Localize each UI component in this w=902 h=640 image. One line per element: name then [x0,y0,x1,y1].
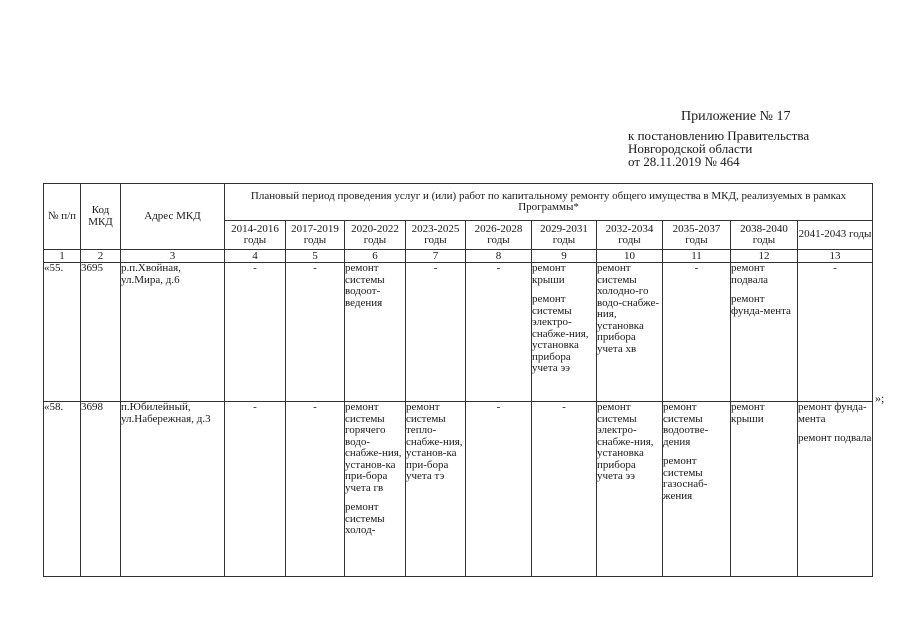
header-address: Адрес МКД [121,184,225,250]
work-cell [406,263,466,402]
no-work-dash: - [253,262,257,274]
work-item: ремонт подвала [798,432,872,444]
work-cell [731,402,798,577]
work-item: ремонт системы водоот-ведения [345,262,385,309]
row-address: р.п.Хвойная, ул.Мира, д.6 [121,263,225,402]
no-work-dash: - [833,262,837,274]
column-number: 4 [225,250,286,263]
row-number: «55. [44,263,81,402]
header-period: 2017-2019 годы [286,221,345,250]
work-item: ремонт системы холодно-го водо-снабже-ния, установка прибора учета хв [597,262,660,355]
work-cell [798,263,873,402]
no-work-dash: - [694,262,699,274]
table-row [44,402,873,577]
table-row [44,263,873,402]
header-period: 2041-2043 годы [798,221,873,250]
header-period: 2029-2031 годы [532,221,597,250]
column-number: 8 [466,250,532,263]
closing-quote: »; [875,391,885,405]
header-period-main: Плановый период проведения услуг и (или) работ по капитальному ремонту общего имущества в МКД, реализуемых в рамках Программы* [225,184,873,221]
no-work-dash: - [496,262,501,274]
work-item: ремонт системы холод- [345,501,385,536]
work-cell [532,263,597,402]
row-number: «58. [44,402,81,577]
header-period: 2032-2034 годы [597,221,663,250]
work-item: ремонт фунда-мента [731,293,791,317]
header-period: 2023-2025 годы [406,221,466,250]
appendix-subtitle [628,129,809,168]
work-cell [466,402,532,577]
work-item: ремонт системы электро-снабже-ния, установка прибора учета ээ [532,293,589,374]
work-cell [345,402,406,577]
column-number: 6 [345,250,406,263]
work-item: ремонт крыши [532,262,566,286]
work-item: ремонт крыши [731,401,765,425]
column-number: 9 [532,250,597,263]
work-cell [286,402,345,577]
appendix-line-3: от 28.11.2019 № 464 [628,154,740,169]
column-number: 13 [798,250,873,263]
work-cell [406,402,466,577]
work-item: ремонт системы водоотве-дения [663,401,709,448]
work-cell [286,263,345,402]
work-cell [466,263,532,402]
header-period: 2035-2037 годы [663,221,731,250]
work-cell [345,263,406,402]
header-code: Код МКД [81,184,121,250]
work-item: ремонт системы газоснаб-жения [663,455,708,502]
row-code: 3695 [81,263,121,402]
work-item: ремонт системы горячего водо-снабже-ния, установ-ка при-бора учета гв [345,401,402,494]
work-cell [798,402,873,577]
no-work-dash: - [253,401,257,413]
column-number: 3 [121,250,225,263]
work-cell [532,402,597,577]
column-numbers-row [44,250,873,263]
work-item: ремонт фунда-мента [798,401,867,425]
no-work-dash: - [433,262,438,274]
work-cell [731,263,798,402]
appendix-line-1: к постановлению Правительства [628,128,810,143]
work-cell [597,263,663,402]
no-work-dash: - [562,401,566,413]
header-period: 2038-2040 годы [731,221,798,250]
work-cell [663,263,731,402]
header-period: 2026-2028 годы [466,221,532,250]
work-cell [225,402,286,577]
work-cell [597,402,663,577]
work-item: ремонт системы тепло-снабже-ния, установ-ка при-бора учета тэ [406,401,463,482]
column-number: 7 [406,250,466,263]
header-period: 2014-2016 годы [225,221,286,250]
column-number: 5 [286,250,345,263]
repair-plan-table [43,183,873,577]
work-item: ремонт подвала [731,262,769,286]
column-number: 11 [663,250,731,263]
no-work-dash: - [313,401,317,413]
work-cell [225,263,286,402]
header-num: № п/п [44,184,81,250]
appendix-title: Приложение № 17 [681,109,791,124]
row-address: п.Юбилейный, ул.Набережная, д.3 [121,402,225,577]
appendix-line-2: Новгородской области [628,141,753,156]
column-number: 12 [731,250,798,263]
header-period: 2020-2022 годы [345,221,406,250]
work-item: ремонт системы электро-снабже-ния, установка прибора учета ээ [597,401,654,482]
column-number: 1 [44,250,81,263]
row-code: 3698 [81,402,121,577]
column-number: 2 [81,250,121,263]
no-work-dash: - [313,262,317,274]
work-cell [663,402,731,577]
no-work-dash: - [496,401,501,413]
column-number: 10 [597,250,663,263]
